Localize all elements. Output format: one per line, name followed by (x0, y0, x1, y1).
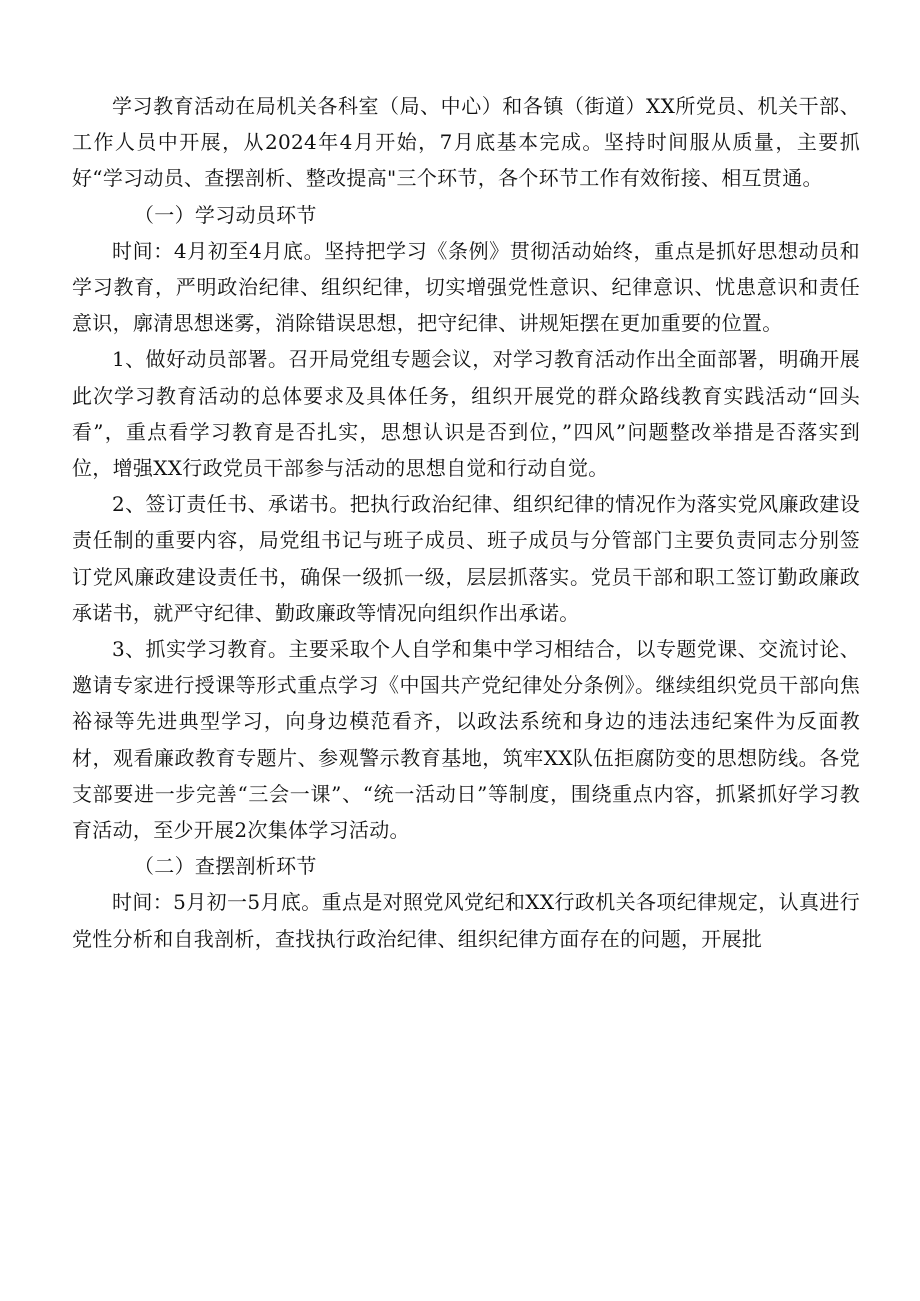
intro-paragraph: 学习教育活动在局机关各科室（局、中心）和各镇（街道）XX所党员、机关干部、工作人员中开展，从2024年4月开始，7月底基本完成。坚持时间服从质量，主要抓好“学习动员、查摆剖析、整改提高"三个环节，各个环节工作有效衔接、相互贯通。 (72, 94, 860, 191)
item-1-paragraph: 1、做好动员部署。召开局党组专题会议，对学习教育活动作出全面部署，明确开展此次学习教育活动的总体要求及具体任务，组织开展党的群众路线教育实践活动“回头看”，重点看学习教育是否扎实，思想认识是否到位，”四风”问题整改举措是否落实到位，增强XX行政党员干部参与活动的思想自觉和行动自觉。 (72, 347, 860, 481)
section-heading-mobilization: （一）学习动员环节 (134, 202, 317, 227)
item-2-paragraph: 2、签订责任书、承诺书。把执行政治纪律、组织纪律的情况作为落实党风廉政建设责任制的重要内容，局党组书记与班子成员、班子成员与分管部门主要负责同志分别签订党风廉政建设责任书，确保一级抓一级，层层抓落实。党员干部和职工签订勤政廉政承诺书，就严守纪律、勤政廉政等情况向组织作出承诺。 (72, 492, 860, 625)
analysis-time-paragraph: 时间：5月初一5月底。重点是对照党风党纪和XX行政机关各项纪律规定，认真进行党性分析和自我剖析，查找执行政治纪律、组织纪律方面存在的问题，开展批 (72, 890, 860, 951)
item-3-paragraph: 3、抓实学习教育。主要采取个人自学和集中学习相结合，以专题党课、交流讨论、邀请专家进行授课等形式重点学习《中国共产党纪律处分条例》。继续组织党员干部向焦裕禄等先进典型学习，向身边模范看齐，以政法系统和身边的违法违纪案件为反面教材，观看廉政教育专题片、参观警示教育基地，筑牢XX队伍拒腐防变的思想防线。各党支部要进一步完善“三会一课”、“统一活动日”等制度，围绕重点内容，抓紧抓好学习教育活动，至少开展2次集体学习活动。 (72, 637, 860, 843)
mobilization-time-paragraph: 时间：4月初至4月底。坚持把学习《条例》贯彻活动始终，重点是抓好思想动员和学习教育，严明政治纪律、组织纪律，切实增强党性意识、纪律意识、忧患意识和责任意识，廓清思想迷雾，消除错误思想，把守纪律、讲规矩摆在更加重要的位置。 (72, 238, 860, 336)
document-body (72, 88, 860, 957)
section-heading-analysis: （二）查摆剖析环节 (134, 854, 317, 879)
